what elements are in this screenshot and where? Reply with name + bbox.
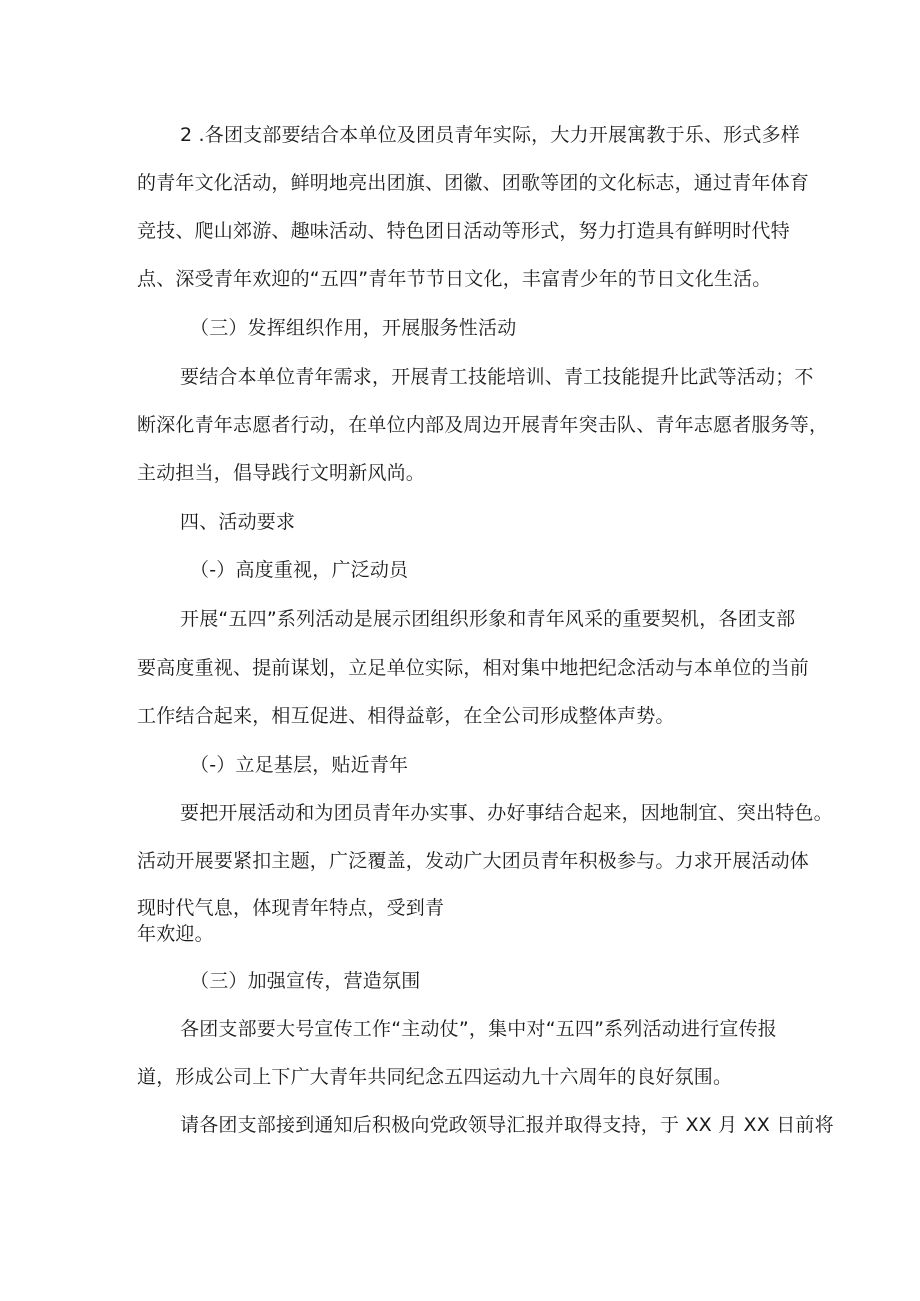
section-heading: （-）高度重视，广泛动员 [190,559,409,581]
paragraph-line: 请各团支部接到通知后积极向党政领导汇报并取得支持，于 XX 月 XX 日前将 [180,1114,834,1136]
paragraph-line: 的青年文化活动，鲜明地亮出团旗、团徽、团歌等团的文化标志，通过青年体育 [137,172,810,194]
section-heading: （三）加强宣传，营造氛围 [190,970,421,992]
paragraph-line: 2 .各团支部要结合本单位及团员青年实际，大力开展寓教于乐、形式多样 [180,124,800,146]
paragraph-line: 各团支部要大号宣传工作“主动仗”，集中对“五四”系列活动进行宣传报 [180,1018,777,1040]
paragraph-line: 断深化青年志愿者行动，在单位内部及周边开展青年突击队、青年志愿者服务等， [137,414,829,436]
paragraph-line: 现时代气息，体现青年特点，受到青 [137,897,445,919]
section-heading: （-）立足基层，贴近青年 [190,754,409,776]
paragraph-line: 要结合本单位青年需求，开展青工技能培训、青工技能提升比武等活动；不 [180,366,814,388]
paragraph-line: 年欢迎。 [137,923,214,945]
section-heading: （三）发挥组织作用，开展服务性活动 [190,317,517,339]
paragraph-line: 要高度重视、提前谋划，立足单位实际，相对集中地把纪念活动与本单位的当前 [137,657,810,679]
paragraph-line: 竞技、爬山郊游、趣味活动、特色团日活动等形式，努力打造具有鲜明时代特 [137,220,790,242]
paragraph-line: 点、深受青年欢迎的“五四”青年节节日文化，丰富青少年的节日文化生活。 [137,268,772,290]
paragraph-line: 主动担当，倡导践行文明新风尚。 [137,462,426,484]
paragraph-line: 道，形成公司上下广大青年共同纪念五四运动九十六周年的良好氛围。 [137,1066,733,1088]
paragraph-line: 要把开展活动和为团员青年办实事、办好事结合起来，因地制宜、突出特色。 [180,802,833,824]
paragraph-line: 开展“五四”系列活动是展示团组织形象和青年风采的重要契机，各团支部 [180,608,796,630]
paragraph-line: 工作结合起来，相互促进、相得益彰，在全公司形成整体声势。 [137,705,675,727]
paragraph-line: 活动开展要紧扣主题，广泛覆盖，发动广大团员青年积极参与。力求开展活动体 [137,850,810,872]
section-heading: 四、活动要求 [180,511,296,533]
